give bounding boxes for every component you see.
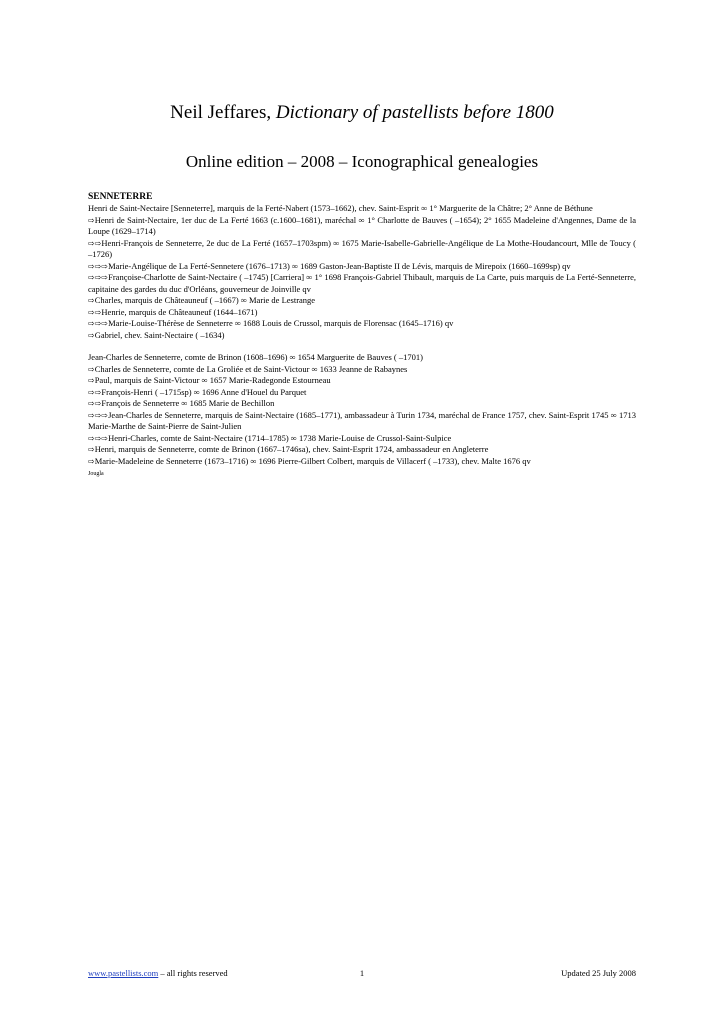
genealogy-entry <box>88 318 636 330</box>
arrow-icon: ⇨ <box>94 307 102 317</box>
document-subtitle: Online edition – 2008 – Iconographical genealogies <box>185 152 539 171</box>
genealogy-entry <box>88 456 636 468</box>
arrow-icon: ⇨ <box>88 399 95 408</box>
genealogy-body <box>88 191 636 481</box>
entry-text: Jean-Charles de Senneterre, marquis de Saint-Nectaire (1685–1771), ambassadeur à Turin 1734, maréchal de France 1757, chev. Saint-Esprit 1745 ∞ 1713 Marie-Marthe de Saint-Pierre de Saint-Julien <box>88 409 636 431</box>
arrow-icon: ⇨ <box>88 376 95 385</box>
work-title: Dictionary of pastellists before 1800 <box>275 102 554 123</box>
genealogy-entry <box>88 444 636 456</box>
arrow-icon: ⇨ <box>101 433 109 443</box>
genealogy-entry <box>88 215 636 238</box>
genealogy-entry <box>88 295 636 307</box>
arrow-icon: ⇨ <box>101 261 109 271</box>
arrow-icon: ⇨ <box>88 445 95 454</box>
arrow-icon: ⇨ <box>101 410 109 420</box>
genealogy-entry <box>88 375 636 387</box>
arrow-icon: ⇨ <box>88 364 95 374</box>
genealogy-entry <box>88 364 636 376</box>
arrow-icon: ⇨ <box>88 296 95 305</box>
arrow-icon: ⇨ <box>94 410 102 420</box>
entry-text: Marie-Louise-Thérèse de Senneterre ∞ 1688 Louis de Crussol, marquis de Florensac (1645–1716) qv <box>108 318 454 328</box>
arrow-icon: ⇨ <box>88 319 95 328</box>
spacer <box>88 341 636 352</box>
entry-text: Charles, marquis de Châteauneuf ( –1667) ∞ Marie de Lestrange <box>94 295 316 305</box>
arrow-icon: ⇨ <box>94 387 102 397</box>
rights-text: – all rights reserved <box>158 968 228 978</box>
entry-text: Henri de Saint-Nectaire, 1er duc de La Ferté 1663 (c.1600–1681), maréchal ∞ 1° Charlotte de Bauves ( –1654); 2° 1655 Madeleine d'Angennes, Dame de la Loupe (1629–1714) <box>88 214 636 236</box>
arrow-icon: ⇨ <box>88 330 95 340</box>
genealogy-entry <box>88 261 636 273</box>
arrow-icon: ⇨ <box>88 410 95 420</box>
entry-text: Marie-Madeleine de Senneterre (1673–1716) ∞ 1696 Pierre-Gilbert Colbert, marquis de Villacerf ( –1733), chev. Malte 1676 qv <box>94 455 531 466</box>
entry-text: Henrie, marquis de Châteauneuf (1644–1671) <box>101 306 258 317</box>
updated-date: Updated 25 July 2008 <box>561 968 636 978</box>
arrow-icon: ⇨ <box>94 261 102 271</box>
genealogy-entry <box>88 387 636 399</box>
arrow-icon: ⇨ <box>94 399 102 408</box>
source-note: Jougla <box>88 471 104 477</box>
arrow-icon: ⇨ <box>101 319 109 328</box>
arrow-icon: ⇨ <box>101 273 109 282</box>
genealogy-entry <box>88 352 636 364</box>
entry-text: Gabriel, chev. Saint-Nectaire ( –1634) <box>94 329 225 340</box>
entry-text: Henri de Saint-Nectaire [Senneterre], marquis de la Ferté-Nabert (1573–1662), chev. Saint-Esprit ∞ 1° Marguerite de la Châtre; 2° Anne de Béthune <box>88 203 593 213</box>
arrow-icon: ⇨ <box>94 273 102 282</box>
arrow-icon: ⇨ <box>88 273 95 282</box>
entry-text: Jean-Charles de Senneterre, comte de Brinon (1608–1696) ∞ 1654 Marguerite de Bauves ( –1701) <box>88 352 423 362</box>
genealogy-entry <box>88 410 636 433</box>
genealogy-entry <box>88 307 636 319</box>
genealogy-entry <box>88 330 636 342</box>
genealogy-entry <box>88 433 636 445</box>
section-heading: SENNETERRE <box>88 192 153 202</box>
arrow-icon: ⇨ <box>88 238 95 248</box>
entry-text: Marie-Angélique de La Ferté-Sennetere (1676–1713) ∞ 1689 Gaston-Jean-Baptiste II de Lévis, marquis de Mirepoix (1660–1699sp) qv <box>108 260 571 271</box>
entry-text: Henri-François de Senneterre, 2e duc de La Ferté (1657–1703spm) ∞ 1675 Marie-Isabelle-Gabrielle-Angélique de La Mothe-Houdancourt, Mlle de Toucy ( –1726) <box>88 237 636 259</box>
arrow-icon: ⇨ <box>94 238 102 248</box>
page-number: 1 <box>359 968 365 978</box>
entry-text: François de Senneterre ∞ 1685 Marie de Bechillon <box>101 398 275 408</box>
genealogy-entry <box>88 398 636 410</box>
arrow-icon: ⇨ <box>94 433 102 443</box>
genealogy-entry <box>88 238 636 261</box>
entry-text: Françoise-Charlotte de Saint-Nectaire ( –1745) [Carriera] ∞ 1° 1698 François-Gabriel Thibault, marquis de La Carte, puis marquis de La Ferté-Senneterre, capitaine des gardes du duc d'Orléans, gouverneur de Joinville qv <box>88 272 636 294</box>
entry-text: Henri-Charles, comte de Saint-Nectaire (1714–1785) ∞ 1738 Marie-Louise de Crussol-Saint-Sulpice <box>108 432 452 443</box>
entry-text: Charles de Senneterre, comte de La Groliée et de Saint-Victour ∞ 1633 Jeanne de Rabaynes <box>94 363 408 374</box>
author-name: Neil Jeffares, <box>170 102 276 123</box>
arrow-icon: ⇨ <box>88 215 95 225</box>
entry-text: François-Henri ( –1715sp) ∞ 1696 Anne d'Houel du Parquet <box>101 386 307 397</box>
genealogy-entry <box>88 272 636 295</box>
document-title <box>0 100 724 126</box>
genealogy-entry <box>88 203 636 215</box>
arrow-icon: ⇨ <box>88 387 95 397</box>
arrow-icon: ⇨ <box>88 456 95 466</box>
arrow-icon: ⇨ <box>94 319 102 328</box>
website-link[interactable]: www.pastellists.com <box>88 968 159 978</box>
entry-text: Paul, marquis de Saint-Victour ∞ 1657 Marie-Radegonde Estourneau <box>94 375 331 385</box>
arrow-icon: ⇨ <box>88 433 95 443</box>
entry-text: Henri, marquis de Senneterre, comte de Brinon (1667–1746sa), chev. Saint-Esprit 1724, ambassadeur en Angleterre <box>94 444 489 454</box>
arrow-icon: ⇨ <box>88 307 95 317</box>
arrow-icon: ⇨ <box>88 261 95 271</box>
